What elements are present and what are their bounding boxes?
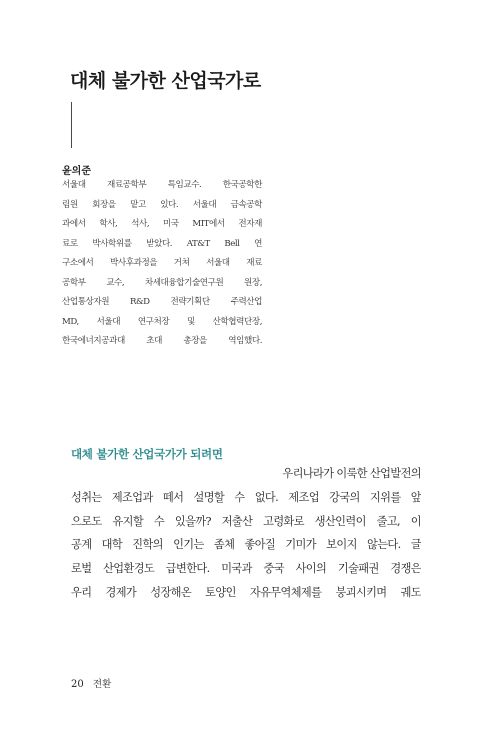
body-line: 우리나라가 이룩한 산업발전의: [282, 467, 421, 480]
bio-line: MD, 서울대 연구처장 및 산학협력단장,: [62, 316, 262, 327]
bio-line: 산업통상자원 R&D 전략기획단 주력산업: [62, 297, 262, 307]
body-line: 우리 경제가 성장해온 토양인 자유무역체제를 붕괴시키며 궤도: [71, 585, 421, 599]
bio-line: 공학부 교수, 차세대융합기술연구원 원장,: [62, 277, 262, 288]
bio-line: 구소에서 박사후과정을 거쳐 서울대 재료: [62, 258, 262, 268]
body-line: 성취는 제조업과 떼서 설명할 수 없다. 제조업 강국의 지위를 앞: [71, 490, 421, 504]
page-footer: [71, 676, 111, 690]
footer-section-name: 전환: [92, 679, 112, 690]
bio-line: 림원 회장을 맡고 있다. 서울대 금속공학: [62, 199, 262, 210]
body-line: 공계 대학 진학의 인기는 좀체 좋아질 기미가 보이지 않는다. 글: [71, 538, 421, 552]
author-bio: [62, 176, 262, 352]
author-name: 윤의준: [62, 166, 91, 177]
section-heading: 대체 불가한 산업국가가 되려면: [71, 447, 223, 461]
body-text: [71, 462, 421, 605]
page-number: 20: [71, 679, 84, 690]
body-line: 으로도 유지할 수 있을까? 저출산 고령화로 생산인력이 줄고, 이: [71, 514, 421, 528]
vertical-divider: [71, 102, 72, 148]
body-line: 로벌 산업환경도 급변한다. 미국과 중국 사이의 기술패권 경쟁은: [71, 562, 421, 576]
bio-line: 료로 박사학위를 받았다. AT&T Bell 연: [62, 238, 262, 249]
bio-line: 과에서 학사, 석사, 미국 MIT에서 전자재: [62, 219, 262, 229]
bio-line: 서울대 재료공학부 특임교수. 한국공학한: [62, 180, 262, 190]
bio-line: 한국에너지공과대 초대 총장을 역임했다.: [62, 336, 262, 346]
page-title: 대체 불가한 산업국가로: [70, 70, 261, 92]
